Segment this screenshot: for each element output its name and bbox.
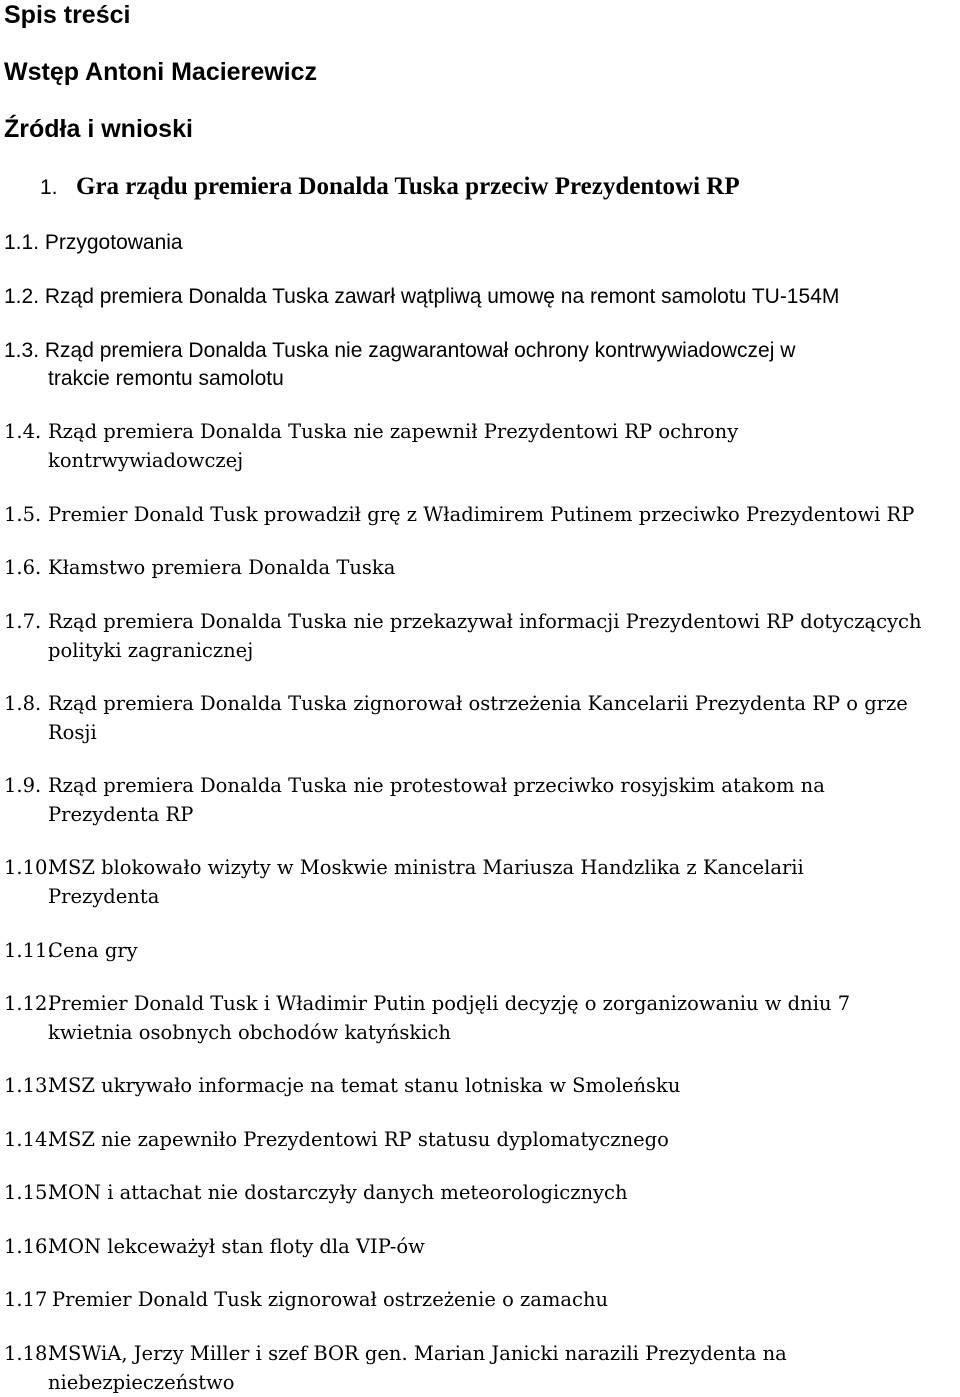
entry-number: 1.17 — [4, 1288, 48, 1311]
toc-entry-1-14[interactable] — [4, 1125, 954, 1154]
entry-text-cont: kwietnia osobnych obchodów katyńskich — [48, 1021, 451, 1044]
toc-entry-1-1[interactable] — [4, 229, 183, 257]
entry-text-cont: Prezydenta — [48, 885, 160, 908]
entry-number: 1.12. — [4, 992, 54, 1015]
toc-entry-1-15[interactable] — [4, 1178, 954, 1207]
entry-number: 1.6. — [4, 556, 42, 579]
toc-entry-1-3[interactable] — [4, 337, 795, 393]
entry-number: 1.11. — [4, 939, 54, 962]
toc-entry-1-4[interactable] — [4, 417, 954, 475]
entry-text: Rząd premiera Donalda Tuska nie protestował przeciwko rosyjskim atakom na — [48, 774, 825, 797]
entry-number: 1.2. — [4, 285, 40, 308]
entry-number: 1.5. — [4, 503, 42, 526]
entry-text: MON lekceważył stan floty dla VIP-ów — [48, 1235, 425, 1258]
entry-text: Rząd premiera Donalda Tuska zawarł wątpliwą umowę na remont samolotu TU-154M — [44, 285, 840, 308]
entry-text: MSZ ukrywało informacje na temat stanu lotniska w Smoleńsku — [48, 1074, 681, 1097]
chapter-title: Gra rządu premiera Donalda Tuska przeciw Prezydentowi RP — [76, 173, 740, 200]
entry-number: 1.4. — [4, 420, 42, 443]
entry-text: Rząd premiera Donalda Tuska nie zapewnił Prezydentowi RP ochrony — [48, 420, 739, 443]
toc-entry-1-18[interactable] — [4, 1339, 954, 1397]
entry-text-cont: trakcie remontu samolotu — [48, 367, 284, 390]
chapter-number: 1. — [40, 176, 58, 199]
entry-number: 1.8. — [4, 692, 42, 715]
entry-number: 1.16. — [4, 1235, 54, 1258]
entry-text: MON i attachat nie dostarczyły danych meteorologicznych — [48, 1181, 628, 1204]
entry-text-cont: kontrwywiadowczej — [48, 449, 244, 472]
entry-number: 1.9. — [4, 774, 42, 797]
entry-text-cont: niebezpieczeństwo — [48, 1371, 235, 1394]
entry-text: MSWiA, Jerzy Miller i szef BOR gen. Marian Janicki narazili Prezydenta na — [48, 1342, 787, 1365]
entry-text: Rząd premiera Donalda Tuska nie przekazywał informacji Prezydentowi RP dotyczących — [48, 610, 922, 633]
toc-entry-1-17[interactable] — [4, 1285, 954, 1314]
entry-text-cont: Rosji — [48, 721, 97, 744]
entry-number: 1.13. — [4, 1074, 54, 1097]
entry-text: MSZ nie zapewniło Prezydentowi RP statusu dyplomatycznego — [48, 1128, 669, 1151]
entry-text-cont: polityki zagranicznej — [48, 639, 254, 662]
toc-entry-intro[interactable]: Wstęp Antoni Macierewicz — [4, 58, 318, 86]
entry-text: Rząd premiera Donalda Tuska zignorował ostrzeżenia Kancelarii Prezydenta RP o grze — [48, 692, 908, 715]
toc-entry-1-13[interactable] — [4, 1071, 954, 1100]
entry-number: 1.18. — [4, 1342, 54, 1365]
toc-entry-chapter-1[interactable] — [40, 172, 740, 203]
entry-number: 1.14. — [4, 1128, 54, 1151]
toc-entry-1-2[interactable] — [4, 283, 839, 311]
entry-text-cont: Prezydenta RP — [48, 803, 194, 826]
toc-entry-1-8[interactable] — [4, 689, 954, 747]
toc-entry-1-11[interactable] — [4, 936, 954, 965]
toc-entry-1-12[interactable] — [4, 989, 954, 1047]
entry-text: Cena gry — [48, 939, 138, 962]
entry-text: Rząd premiera Donalda Tuska nie zagwarantował ochrony kontrwywiadowczej w — [44, 339, 796, 362]
entry-number: 1.7. — [4, 610, 42, 633]
entry-text: MSZ blokowało wizyty w Moskwie ministra Mariusza Handzlika z Kancelarii — [48, 856, 804, 879]
toc-entry-1-16[interactable] — [4, 1232, 954, 1261]
entry-text: Przygotowania — [44, 231, 183, 254]
toc-entry-sources[interactable]: Źródła i wnioski — [4, 115, 193, 143]
entry-text: Premier Donald Tusk i Władimir Putin podjęli decyzję o zorganizowaniu w dniu 7 — [48, 992, 851, 1015]
entry-text: Premier Donald Tusk prowadził grę z Władimirem Putinem przeciwko Prezydentowi RP — [48, 503, 915, 526]
toc-entry-1-7[interactable] — [4, 607, 954, 665]
toc-entry-1-5[interactable] — [4, 500, 954, 529]
entry-text: Premier Donald Tusk zignorował ostrzeżenie o zamachu — [52, 1288, 609, 1311]
entry-number: 1.15. — [4, 1181, 54, 1204]
entry-number: 1.1. — [4, 231, 40, 254]
toc-entry-1-10[interactable] — [4, 853, 954, 911]
toc-entry-1-9[interactable] — [4, 771, 954, 829]
entry-number: 1.3. — [4, 339, 40, 362]
toc-entry-1-6[interactable] — [4, 553, 954, 582]
toc-title: Spis treści — [4, 1, 131, 29]
entry-number: 1.10. — [4, 856, 54, 879]
entry-text: Kłamstwo premiera Donalda Tuska — [48, 556, 396, 579]
